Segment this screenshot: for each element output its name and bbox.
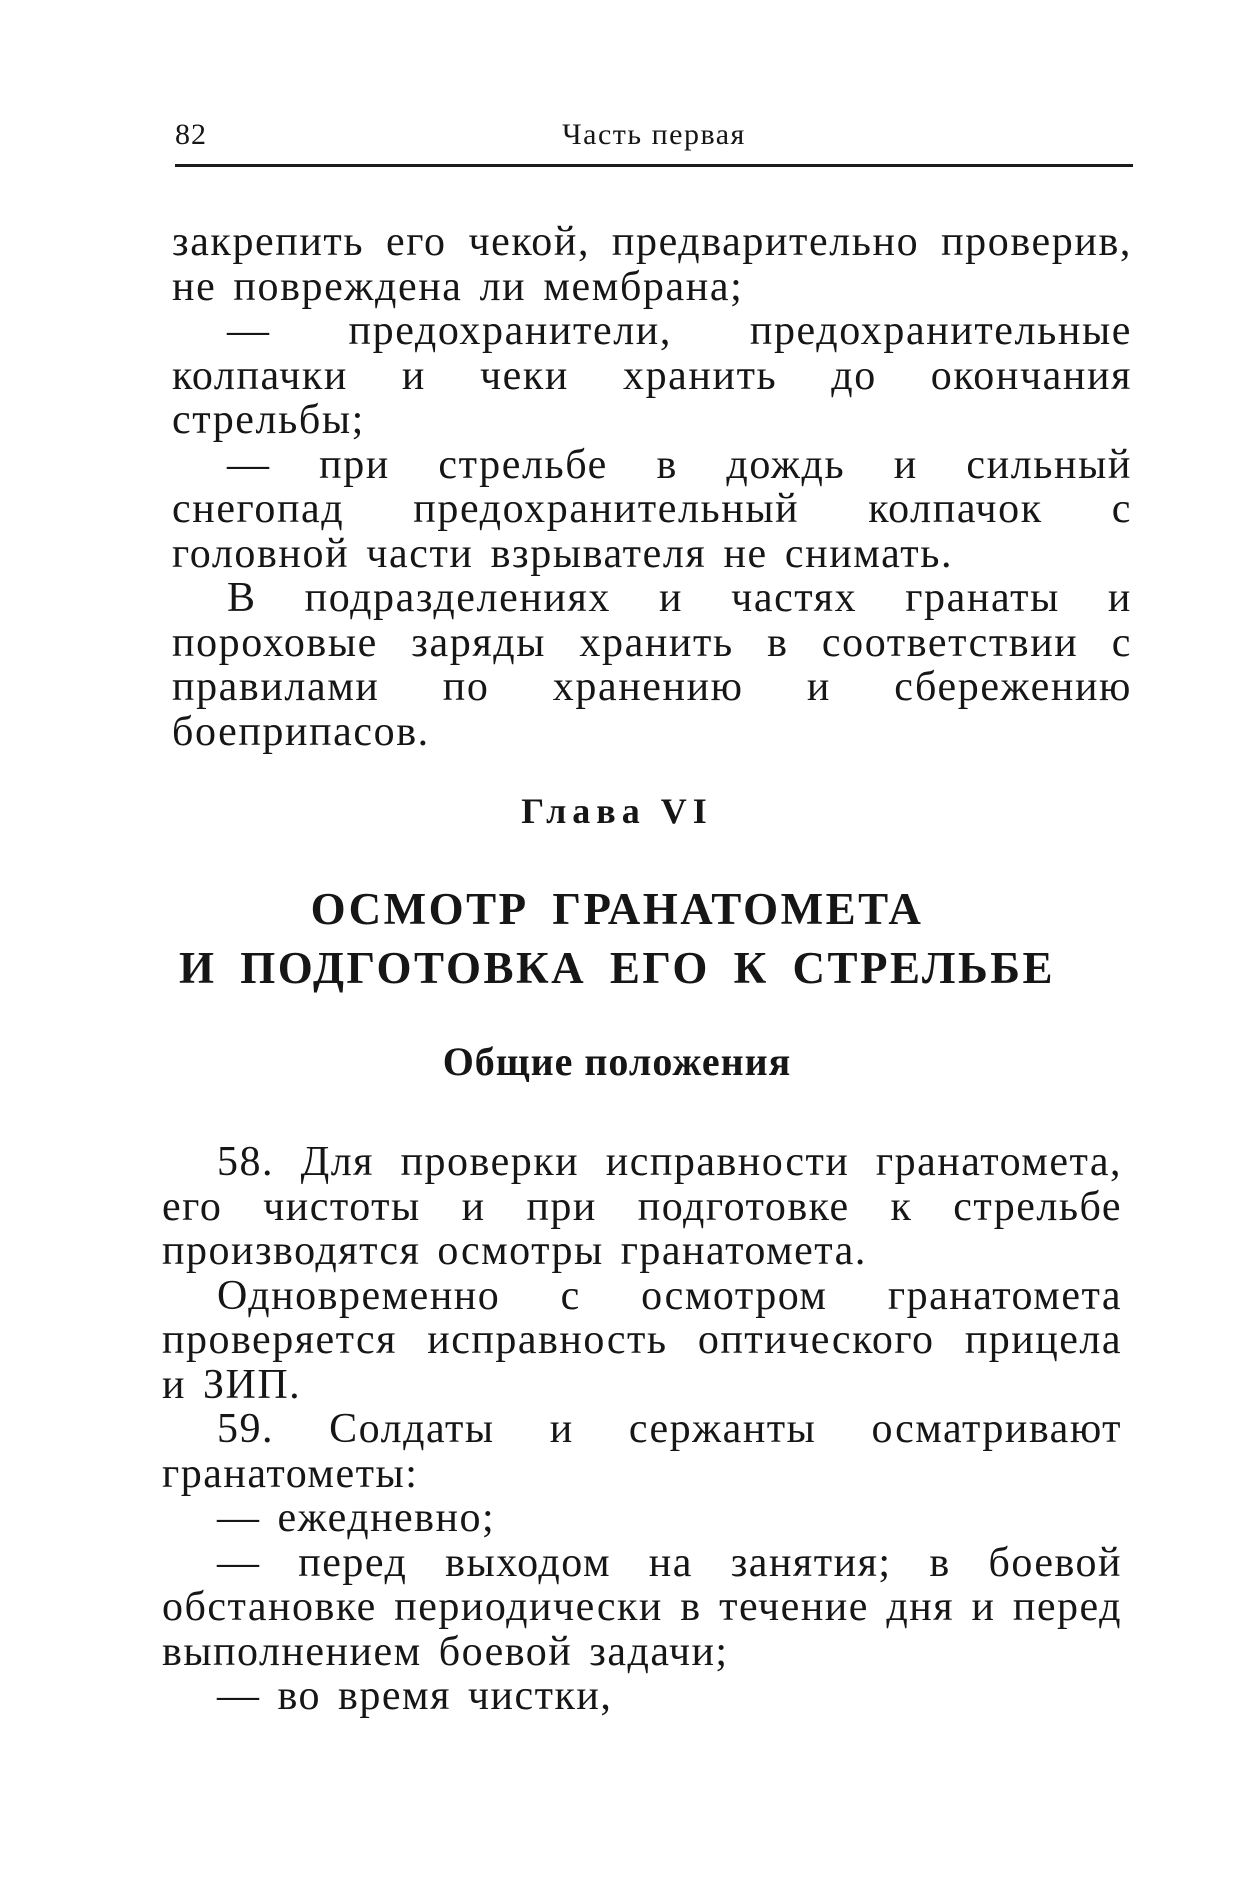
running-title: Часть первая <box>562 118 746 151</box>
chapter-title-line: И ПОДГОТОВКА ЕГО К СТРЕЛЬБЕ <box>179 943 1055 993</box>
paragraph: — ежедневно; <box>217 1495 496 1541</box>
page-number: 82 <box>175 118 207 151</box>
chapter-title <box>0 880 1234 998</box>
paragraph: — перед выходом на занятия; в боевой обстановке периодически в течение дня и перед выполнением боевой задачи; <box>162 1539 1122 1675</box>
paragraph: 58. Для проверки исправности гранатомета, его чистоты и при подготовке к стрельбе производятся осмотры гранатомета. <box>162 1139 1122 1274</box>
running-head <box>175 112 1133 167</box>
paragraph: 59. Солдаты и сержанты осматривают гранатометы: <box>162 1406 1122 1497</box>
section-text-block <box>162 1140 1122 1719</box>
paragraph: — при стрельбе в дождь и сильный снегопад предохранительный колпачок с головной части взрывателя не снимать. <box>172 441 1132 577</box>
paragraph: — во время чистки, <box>217 1673 613 1719</box>
paragraph: Одновременно с осмотром гранатомета проверяется исправность оптического прицела и ЗИП. <box>162 1272 1122 1408</box>
paragraph: В подразделениях и частях гранаты и пороховые заряды хранить в соответствии с правилами по хранению и сбережению боеприпасов. <box>172 575 1132 755</box>
section-title: Общие положения <box>442 1039 792 1084</box>
top-text-block <box>172 220 1132 754</box>
paragraph: — предохранители, предохранительные колпачки и чеки хранить до окончания стрельбы; <box>172 308 1132 443</box>
paragraph: закрепить его чекой, предварительно проверив, не повреждена ли мембрана; <box>172 219 1132 310</box>
chapter-title-line: ОСМОТР ГРАНАТОМЕТА <box>310 884 924 934</box>
chapter-label: Глава VI <box>521 791 713 831</box>
